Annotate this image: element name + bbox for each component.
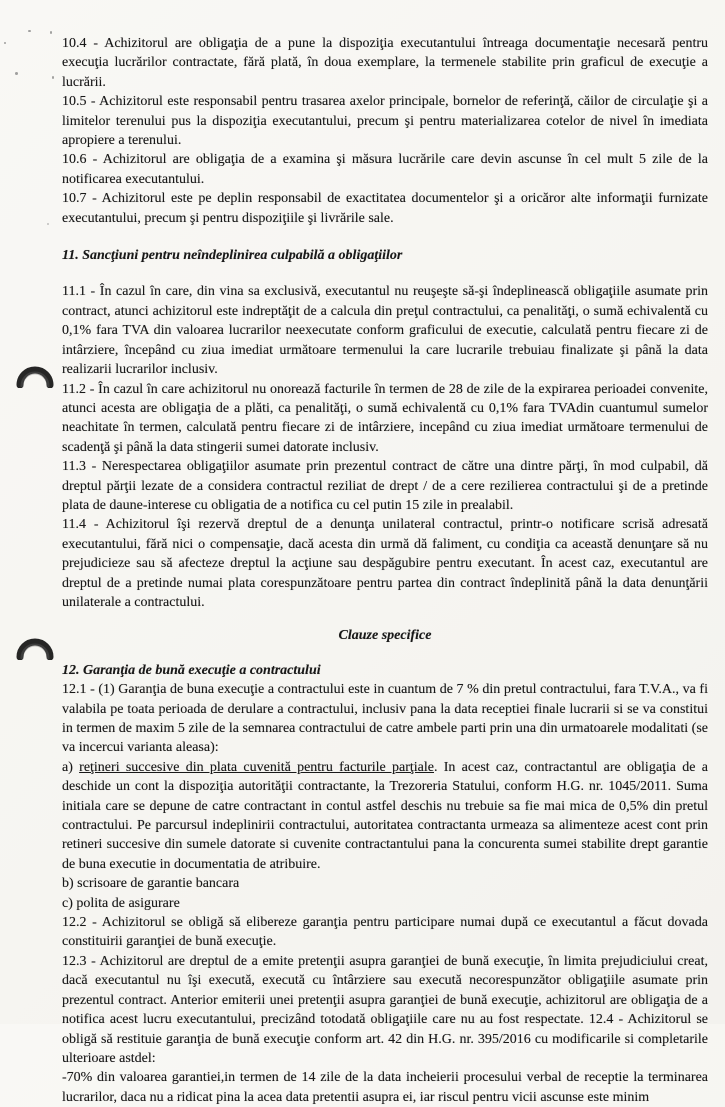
section-11-heading: 11. Sancţiuni pentru neîndeplinirea culpabilă a obligaţiilor	[62, 248, 403, 264]
paragraph-12-1: 12.1 - (1) Garanţia de buna execuţie a contractului este in cuantum de 7 % din pretul contractului, fara T.V.A., va fi valabila pe toata perioada de derulare a contractului, inclusiv pana la data receptiei finale lucrarii si se va constitui in termen de maxim 5 zile de la semnarea contractului de catre ambele parti prin una din urmatoarele modalitati (se va incercui varianta aleasa):	[62, 682, 708, 756]
contract-text-block	[62, 34, 708, 1107]
scan-speck	[50, 31, 52, 34]
paragraph-12-2: 12.2 - Achizitorul se obligă să elibereze garanţia pentru participare numai după ce executantul a făcut dovada constituirii garanţiei de bună execuţie.	[62, 915, 708, 950]
scan-speck	[15, 72, 18, 75]
option-a-continuation: . In acest caz, contractantul are obligaţia de a deschide un cont la dispoziţia autorităţii contractante, la Trezoreria Statului, conform H.G. nr. 1045/2011. Suma initiala care se depune de catre contractant in contul astfel deschis nu trebuie sa fie mai mica de 0,5% din pretul contractului. Pe parcursul indeplinirii contractului, autoritatea contractanta urmeaza sa alimenteze acest cont prin retineri succesive din sumele datorate si cuvenite contractantului pana la concurenta sumei stabilite drept garantie de buna executie in documentatia de atribuire.	[62, 759, 708, 872]
option-a-underlined-phrase: reţineri succesive din plata cuvenită pentru facturile parţiale	[79, 759, 434, 775]
paragraph-10-6: 10.6 - Achizitorul are obligaţia de a examina şi măsura lucrările care devin ascunse în cel mult 5 zile de la notificarea executantului.	[62, 152, 708, 187]
paragraph-11-4: 11.4 - Achizitorul îşi rezervă dreptul de a denunţa unilateral contractul, printr-o notificare scrisă adresată executantului, fără nici o compensaţie, dacă acesta din urmă dă faliment, cu condiţia ca această denunţare să nu prejudicieze sau să afecteze dreptul la acţiune sau despăgubire pentru executant. În acest caz, executantul are dreptul de a pretinde numai plata corespunzătoare pentru partea din contract îndeplinită până la data denunţării unilaterale a contractului.	[62, 517, 708, 610]
paragraph-11-2: 11.2 - În cazul în care achizitorul nu onorează facturile în termen de 28 de zile de la expirarea perioadei convenite, atunci acesta are obligaţia de a plăti, ca penalităţi, o sumă echivalentă cu 0,1% fara TVAdin cuantumul sumelor neachitate în termen, calculată pentru fiecare zi de intârziere, incepând cu ziua imediat următoare termenului de scadenţă şi până la data stingerii sumei datorate inclusiv.	[62, 381, 708, 455]
scan-speck	[28, 30, 31, 32]
specific-clauses-heading: Clauze specifice	[338, 628, 432, 644]
paragraph-10-5: 10.5 - Achizitorul este responsabil pentru trasarea axelor principale, bornelor de referinţă, căilor de circulaţie şi a limitelor terenului pus la dispoziţia executantului, precum şi pentru materializarea cotelor de nivel în imediata apropiere a terenului.	[62, 94, 708, 149]
punch-hole-shadow-icon	[16, 364, 54, 388]
paragraph-11-3: 11.3 - Nerespectarea obligaţiilor asumate prin prezentul contract de către una dintre părţi, în mod culpabil, dă dreptul părţii lezate de a considera contractul reziliat de drept / de a cere rezilierea contractului şi de a pretinde plata de daune-interese cu obligatia de a notifica cu cel putin 15 zile in prealabil.	[62, 459, 708, 513]
paragraph-10-4: 10.4 - Achizitorul are obligaţia de a pune la dispoziţia executantului întreaga documentaţie necesară pentru execuţia lucrărilor contractate, fără plată, în doua exemplare, la termenele stabilite prin graficul de execuţie a lucrării.	[62, 36, 708, 90]
list-marker-a: a)	[62, 759, 80, 775]
paragraph-10-7: 10.7 - Achizitorul este pe deplin responsabil de exactitatea documentelor şi a oricăror alte informaţii furnizate executantului, precum şi pentru dispoziţiile şi livrările sale.	[62, 191, 708, 226]
paragraph-12-1-option-c: c) polita de asigurare	[62, 895, 180, 911]
scan-speck	[4, 42, 6, 44]
paragraph-11-1: 11.1 - În cazul în care, din vina sa exclusivă, executantul nu reuşeşte să-şi îndeplinească obligaţiile asumate prin contract, atunci achizitorul este indreptăţit de a calcula din preţul contractului, ca penalităţi, o sumă echivalentă cu 0,1% fara TVA din valoarea lucrarilor neexecutate conform graficului de executie, calculată pentru fiecare zi de intârziere, începând cu ziua imediat următoare termenului la care lucrarile trebuiau finalizate şi până la data realizarii lucrarilor inclusiv.	[62, 284, 708, 378]
paragraph-12-1-option-a	[62, 758, 708, 874]
scan-speck	[52, 76, 54, 79]
paragraph-12-1-option-b: b) scrisoare de garantie bancara	[62, 876, 240, 892]
section-12-heading: 12. Garanţia de bună execuţie a contractului	[62, 662, 321, 678]
scan-speck	[47, 223, 49, 225]
punch-hole-shadow-icon	[16, 636, 54, 660]
paragraph-guarantee-70-percent: -70% din valoarea garantiei,in termen de 14 zile de la data incheierii procesului verbal de receptie la terminarea lucrarilor, daca nu a ridicat pina la acea data pretentii asupra ei, iar riscul pentru vicii ascunse este minim	[62, 1070, 708, 1105]
paragraph-12-3: 12.3 - Achizitorul are dreptul de a emite pretenţii asupra garanţiei de bună execuţie, în limita prejudiciului creat, dacă executantul nu îşi execută, execută cu întârziere sau execută necorespunzător obligaţiile asumate prin prezentul contract. Anterior emiterii unei pretenţii asupra garanţiei de bună execuţie, achizitorul are obligaţia de a notifica acest lucru executantului, precizând totodată obligaţiile care nu au fost respectate. 12.4 - Achizitorul se obligă să restituie garanţia de bună execuţie conform art. 42 din H.G. nr. 395/2016 cu modificarile si completarile ulterioare astdel:	[62, 953, 708, 1066]
